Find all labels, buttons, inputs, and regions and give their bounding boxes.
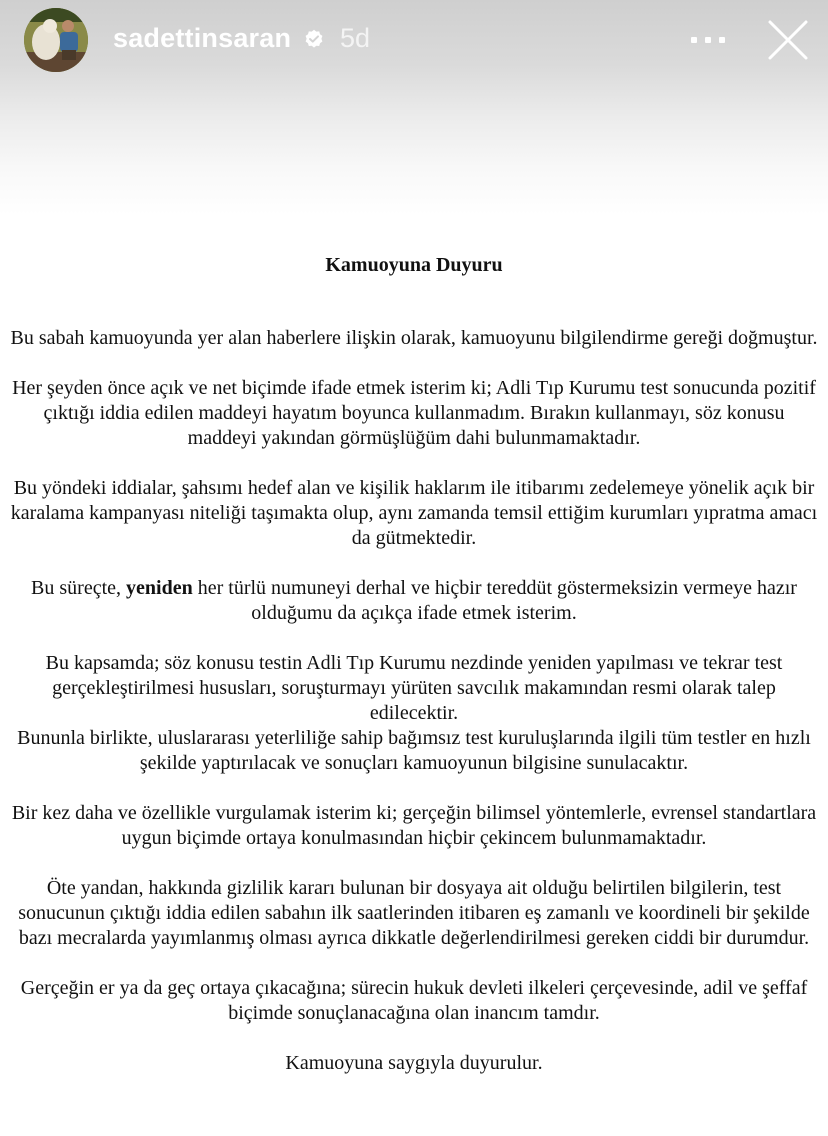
story-header xyxy=(0,0,828,82)
document-closing: Kamuoyuna saygıyla duyurulur. xyxy=(285,1052,543,1074)
more-horizontal-icon xyxy=(705,37,711,43)
more-horizontal-icon xyxy=(719,37,725,43)
close-button[interactable] xyxy=(766,18,810,62)
emphasized-word: yeniden xyxy=(126,577,193,599)
verified-badge-icon xyxy=(304,29,324,49)
document-paragraph: Bu kapsamda; söz konusu testin Adli Tıp Kurumu nezdinde yeniden yapılması ve tekrar test gerçekleştirilmesi hususları, soruşturmayı yürüten savcılık makamından resmi olarak talep edilecektir. xyxy=(45,652,783,724)
story-timestamp: 5d xyxy=(340,23,371,53)
document-title: Kamuoyuna Duyuru xyxy=(325,254,503,276)
document-paragraph xyxy=(0,576,828,626)
document-paragraph: Bu yöndeki iddialar, şahsımı hedef alan ve kişilik haklarım ile itibarımı zedelemeye yönelik açık bir karalama kampanyası niteliği taşımakta olup, aynı zamanda temsil ettiğim kurumları yıpratma amacı da gütmektedir. xyxy=(10,477,818,549)
document-paragraph: Her şeyden önce açık ve net biçimde ifade etmek isterim ki; Adli Tıp Kurumu test sonucunda pozitif çıktığı iddia edilen maddeyi hayatım boyunca kullanmadım. Bırakın kullanmayı, söz konusu maddeyi yakından görmüşlüğüm dahi bulunmamaktadır. xyxy=(12,377,816,449)
document-paragraph: Öte yandan, hakkında gizlilik kararı bulunan bir dosyaya ait olduğu belirtilen bilgilerin, test sonucunun çıktığı iddia edilen sabahın ilk saatlerinden itibaren eş zamanlı ve koordineli bir şekilde bazı mecralarda yayımlanmış olması ayrıca dikkatle değerlendirilmesi gereken ciddi bir durumdur. xyxy=(18,877,810,949)
avatar-photo-icon xyxy=(24,8,88,72)
close-icon xyxy=(766,18,810,62)
document-paragraph: Bir kez daha ve özellikle vurgulamak isterim ki; gerçeğin bilimsel yöntemlerle, evrensel standartlara uygun biçimde ortaya konulmasından hiçbir çekincem bulunmamaktadır. xyxy=(11,802,817,849)
announcement-document xyxy=(0,250,828,1101)
document-paragraph: Gerçeğin er ya da geç ortaya çıkacağına; sürecin hukuk devleti ilkeleri çerçevesinde, adil ve şeffaf biçimde sonuçlanacağına olan inancım tamdır. xyxy=(20,977,808,1024)
profile-avatar[interactable] xyxy=(24,8,88,72)
paragraph-text: her türlü numuneyi derhal ve hiçbir tereddüt göstermeksizin vermeye hazır olduğumu da açıkça ifade etmek isterim. xyxy=(192,577,797,624)
document-paragraph: Bu sabah kamuoyunda yer alan haberlere ilişkin olarak, kamuoyunu bilgilendirme gereği doğmuştur. xyxy=(10,327,818,349)
more-options-button[interactable] xyxy=(688,28,728,52)
document-paragraph: Bununla birlikte, uluslararası yeterliliğe sahip bağımsız test kuruluşlarında ilgili tüm testler en hızlı şekilde yaptırılacak ve sonuçları kamuoyunun bilgisine sunulacaktır. xyxy=(17,727,811,774)
paragraph-text: Bu süreçte, xyxy=(31,577,127,599)
story-username[interactable]: sadettinsaran xyxy=(113,23,292,53)
more-horizontal-icon xyxy=(691,37,697,43)
